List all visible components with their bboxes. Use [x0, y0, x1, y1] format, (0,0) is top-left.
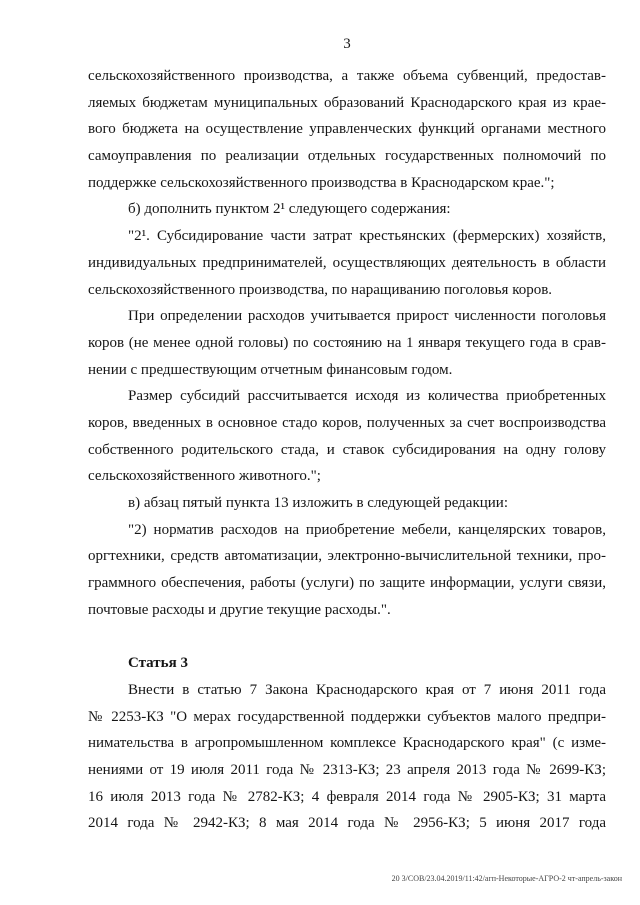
text-line: индивидуальных предпринимателей, осуществляющих деятельность в области — [88, 254, 606, 271]
text-line: ляемых бюджетам муниципальных образований Краснодарского края из крае- — [88, 94, 606, 111]
text-line: поддержке сельскохозяйственного производства в Краснодарском крае."; — [88, 174, 555, 191]
text-line: граммного обеспечения, работы (услуги) по защите информации, услуги связи, — [88, 575, 606, 592]
text-line: сельскохозяйственного производства, по наращиванию поголовья коров. — [88, 281, 553, 298]
text-line: самоуправления по реализации отдельных государственных полномочий по — [88, 148, 606, 165]
footer-file-stamp: 20 3/СОВ/23.04.2019/11:42/агп-Некоторые-АГРО-2 чт-апрель-закон — [391, 874, 622, 883]
text-line: собственного родительского стада, и ставок субсидирования на одну голову — [88, 441, 606, 458]
text-line: нимательства в агропромышленном комплексе Краснодарского края" (с изме- — [88, 735, 606, 752]
page-number: 3 — [343, 36, 351, 52]
text-line: в) абзац пятый пункта 13 изложить в следующей редакции: — [128, 495, 509, 511]
text-line: 16 июля 2013 года № 2782-КЗ; 4 февраля 2014 года № 2905-КЗ; 31 марта — [88, 788, 606, 805]
text-line: сельскохозяйственного производства, а также объема субвенций, предостав- — [88, 68, 606, 84]
text-line: сельскохозяйственного животного."; — [88, 468, 321, 485]
text-line: нении с предшествующим отчетным финансовым годом. — [88, 361, 453, 378]
text-line: Размер субсидий рассчитывается исходя из количества приобретенных — [128, 388, 606, 405]
text-line: оргтехники, средств автоматизации, электронно-вычислительной техники, про- — [88, 548, 606, 565]
article-heading: Статья 3 — [128, 655, 188, 672]
text-line: нениями от 19 июля 2011 года № 2313-КЗ; 23 апреля 2013 года № 2699-КЗ; — [88, 761, 606, 778]
text-line: коров, введенных в основное стадо коров, полученных за счет воспроизводства — [88, 414, 606, 431]
text-line: № 2253-КЗ "О мерах государственной поддержки субъектов малого предпри- — [88, 708, 606, 725]
text-line: Внести в статью 7 Закона Краснодарского края от 7 июня 2011 года — [128, 681, 606, 698]
text-line: "2) норматив расходов на приобретение мебели, канцелярских товаров, — [128, 521, 606, 538]
text-line: При определении расходов учитывается прирост численности поголовья — [128, 308, 606, 325]
text-line: коров (не менее одной головы) по состоянию на 1 января текущего года в срав- — [88, 334, 606, 351]
text-line: почтовые расходы и другие текущие расходы.". — [88, 601, 391, 618]
text-line: б) дополнить пунктом 2¹ следующего содержания: — [128, 201, 451, 218]
document-body — [88, 63, 606, 837]
text-line: "2¹. Субсидирование части затрат крестьянских (фермерских) хозяйств, — [128, 228, 606, 245]
text-line: вого бюджета на осуществление управленческих функций органами местного — [88, 121, 606, 138]
text-line: 2014 года № 2942-КЗ; 8 мая 2014 года № 2956-КЗ; 5 июня 2017 года — [88, 815, 606, 832]
